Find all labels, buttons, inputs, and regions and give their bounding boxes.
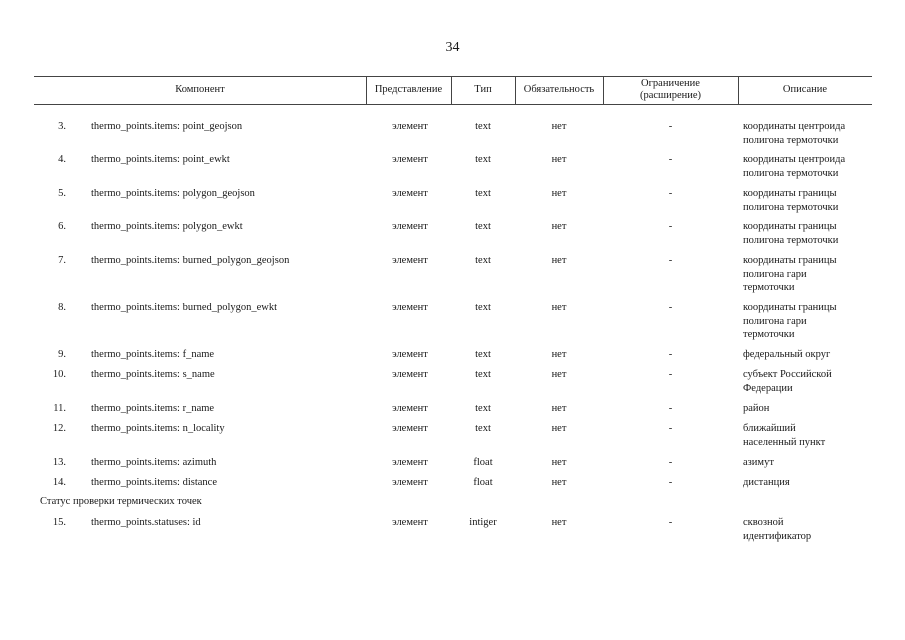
row-description-line: координаты центроида [743, 121, 846, 132]
row-type: text [475, 188, 491, 199]
row-description-line: координаты границы [743, 302, 837, 313]
row-component: thermo_points.items: f_name [91, 349, 215, 360]
row-representation: элемент [392, 349, 428, 360]
row-type: text [475, 255, 491, 266]
row-limit: - [668, 188, 673, 199]
row-number: 7. [58, 255, 66, 266]
row-limit: - [668, 302, 673, 313]
row-limit: - [668, 423, 673, 434]
row-required: нет [551, 517, 567, 528]
row-description [743, 301, 868, 342]
row-description [743, 220, 868, 247]
row-type: text [475, 369, 491, 380]
row-type: float [473, 457, 493, 468]
row-representation: элемент [392, 221, 428, 232]
row-component: thermo_points.items: polygon_geojson [91, 188, 255, 199]
row-description [743, 254, 868, 295]
row-description [743, 153, 868, 180]
row-limit: - [668, 221, 673, 232]
row-description-line: координаты границы [743, 188, 837, 199]
row-required: нет [551, 255, 567, 266]
row-limit: - [668, 517, 673, 528]
row-description-line: координаты центроида [743, 154, 846, 165]
row-description-line: координаты границы [743, 255, 837, 266]
row-number: 15. [52, 517, 66, 528]
row-required: нет [551, 403, 567, 414]
row-type: text [475, 121, 491, 132]
row-description [743, 187, 868, 214]
row-description-line: сквозной [743, 517, 784, 528]
row-representation: элемент [392, 369, 428, 380]
row-number: 13. [52, 457, 66, 468]
row-description-line: термоточки [743, 329, 795, 340]
header-limit [603, 76, 738, 104]
row-number: 5. [58, 188, 66, 199]
row-limit: - [668, 457, 673, 468]
table-header-bottom-rule [34, 104, 872, 105]
row-limit: - [668, 255, 673, 266]
row-number: 9. [58, 349, 66, 360]
row-required: нет [551, 423, 567, 434]
row-description-line: азимут [743, 457, 774, 468]
row-required: нет [551, 221, 567, 232]
row-limit: - [668, 121, 673, 132]
row-type: text [475, 221, 491, 232]
row-representation: элемент [392, 154, 428, 165]
row-type: text [475, 302, 491, 313]
row-representation: элемент [392, 255, 428, 266]
row-description-line: дистанция [743, 477, 790, 488]
row-required: нет [551, 477, 567, 488]
row-type: text [475, 349, 491, 360]
row-representation: элемент [392, 517, 428, 528]
row-description [743, 516, 868, 543]
row-description-line: идентификатор [743, 530, 812, 542]
row-number: 8. [58, 302, 66, 313]
header-limit-line1: Ограничение [641, 78, 700, 89]
row-number: 12. [52, 423, 66, 434]
row-component: thermo_points.items: polygon_ewkt [91, 221, 243, 232]
row-description-line: ближайший [743, 423, 796, 434]
row-description [743, 402, 868, 416]
row-description [743, 120, 868, 147]
row-limit: - [668, 403, 673, 414]
header-limit-line2: (расширение) [639, 90, 702, 101]
header-description: Описание [782, 84, 828, 95]
row-type: float [473, 477, 493, 488]
row-number: 11. [53, 403, 66, 414]
row-representation: элемент [392, 188, 428, 199]
row-number: 14. [52, 477, 66, 488]
row-description [743, 476, 868, 490]
row-type: text [475, 423, 491, 434]
row-representation: элемент [392, 403, 428, 414]
row-description-line: термоточки [743, 282, 795, 293]
section-label: Статус проверки термических точек [40, 496, 202, 507]
row-description-line: район [743, 403, 770, 414]
row-description [743, 368, 868, 395]
row-number: 10. [52, 369, 66, 380]
row-description [743, 456, 868, 470]
row-representation: элемент [392, 457, 428, 468]
row-component: thermo_points.items: r_name [91, 403, 215, 414]
row-description-line: полигона гари [743, 268, 807, 280]
row-limit: - [668, 477, 673, 488]
row-required: нет [551, 349, 567, 360]
header-representation: Представление [374, 84, 443, 95]
row-description-line: полигона термоточки [743, 234, 839, 246]
row-component: thermo_points.items: burned_polygon_ewkt [91, 302, 278, 313]
row-description [743, 422, 868, 449]
row-description-line: федеральный округ [743, 349, 831, 360]
row-representation: элемент [392, 121, 428, 132]
header-component: Компонент [175, 84, 225, 95]
row-component: thermo_points.items: point_ewkt [91, 154, 230, 165]
row-description-line: полигона термоточки [743, 134, 839, 146]
row-description-line: полигона гари [743, 315, 807, 327]
row-component: thermo_points.items: s_name [91, 369, 215, 380]
row-description-line: координаты границы [743, 221, 837, 232]
row-number: 6. [58, 221, 66, 232]
row-description-line: полигона термоточки [743, 201, 839, 213]
row-description-line: населенный пункт [743, 436, 826, 448]
row-representation: элемент [392, 423, 428, 434]
row-limit: - [668, 349, 673, 360]
row-representation: элемент [392, 477, 428, 488]
row-component: thermo_points.items: azimuth [91, 457, 217, 468]
row-required: нет [551, 457, 567, 468]
row-type: intiger [469, 517, 497, 528]
row-type: text [475, 154, 491, 165]
page-number: 34 [445, 40, 460, 55]
row-component: thermo_points.items: n_locality [91, 423, 225, 434]
row-required: нет [551, 154, 567, 165]
row-required: нет [551, 369, 567, 380]
row-required: нет [551, 121, 567, 132]
row-type: text [475, 403, 491, 414]
row-description-line: полигона термоточки [743, 167, 839, 179]
row-description [743, 348, 868, 362]
row-component: thermo_points.items: point_geojson [91, 121, 243, 132]
row-required: нет [551, 302, 567, 313]
row-number: 3. [58, 121, 66, 132]
row-limit: - [668, 154, 673, 165]
row-number: 4. [58, 154, 66, 165]
header-required: Обязательность [523, 84, 595, 95]
header-type: Тип [474, 84, 492, 95]
row-component: thermo_points.statuses: id [91, 517, 201, 528]
row-limit: - [668, 369, 673, 380]
row-description-line: субъект Российской [743, 369, 832, 380]
row-component: thermo_points.items: distance [91, 477, 217, 488]
row-description-line: Федерации [743, 382, 793, 394]
row-representation: элемент [392, 302, 428, 313]
row-component: thermo_points.items: burned_polygon_geojson [91, 255, 290, 266]
row-required: нет [551, 188, 567, 199]
